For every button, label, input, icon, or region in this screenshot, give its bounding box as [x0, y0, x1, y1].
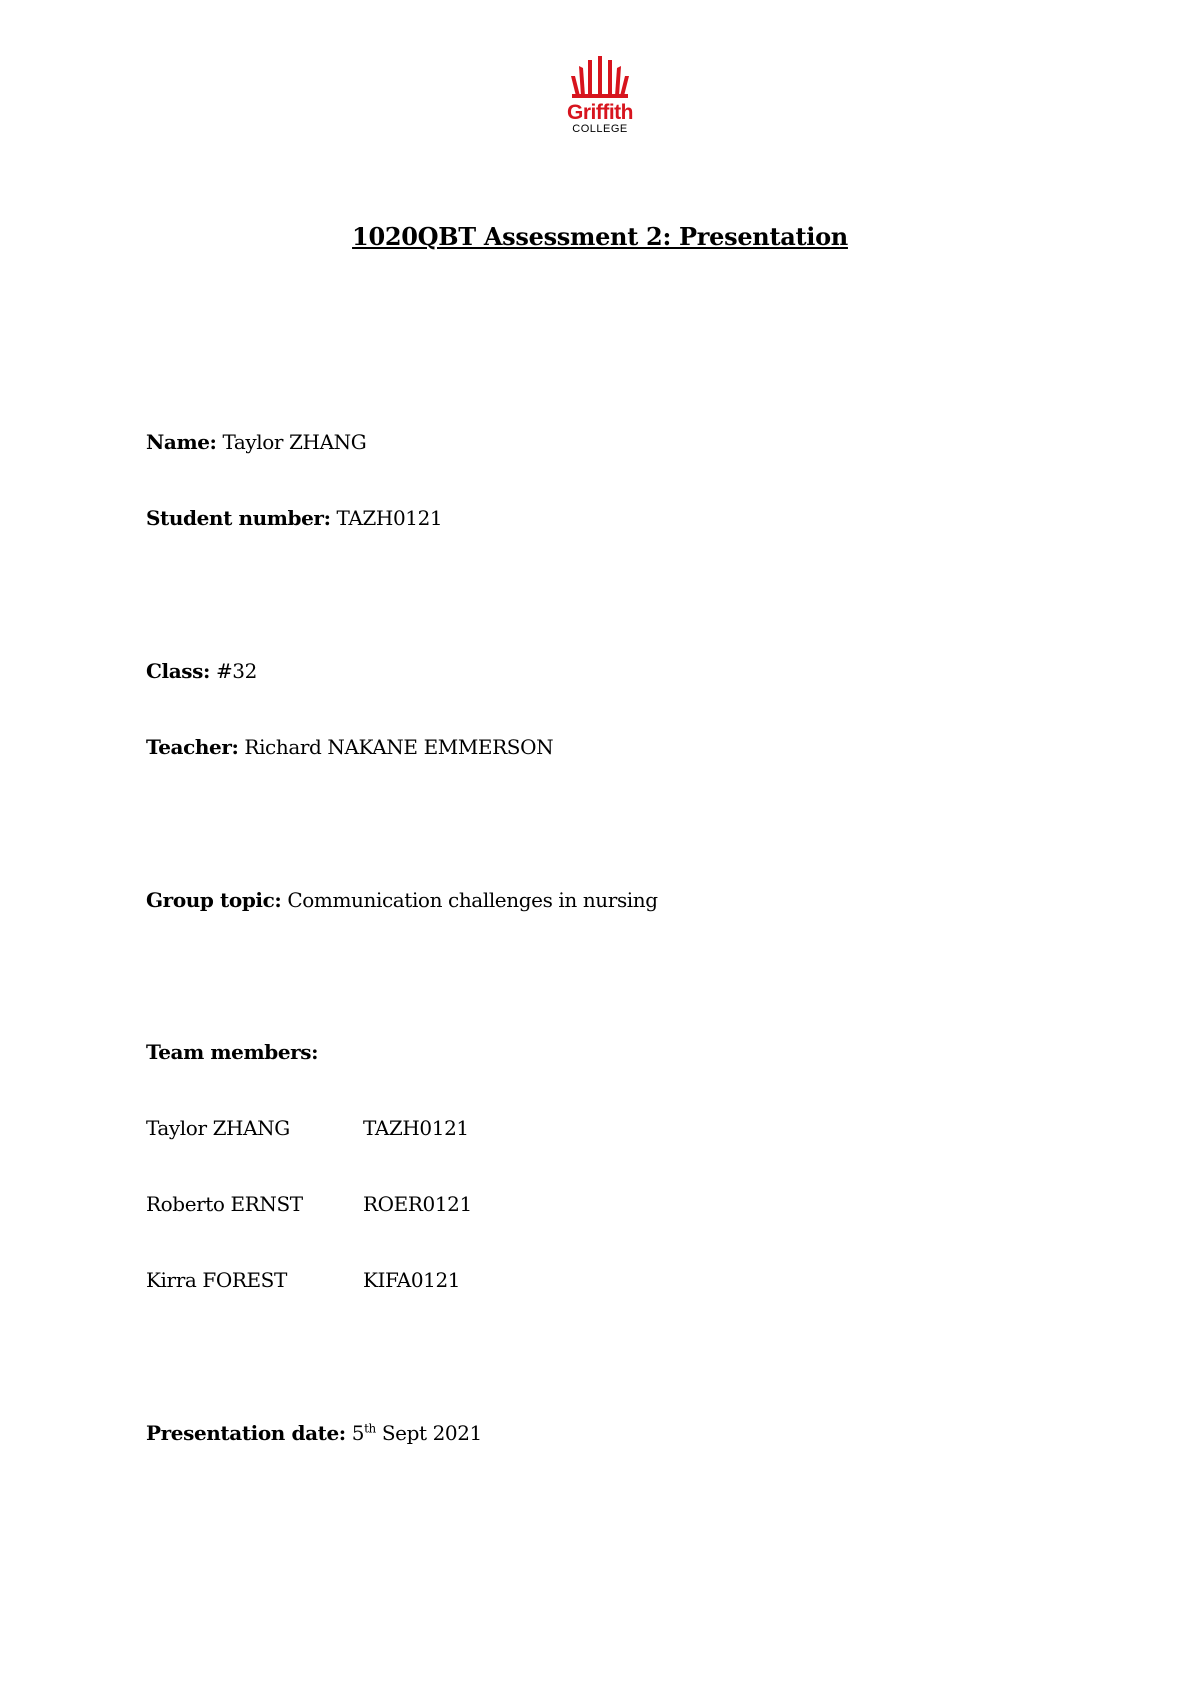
team-members-heading	[146, 1039, 318, 1065]
presentation-date-line	[146, 1420, 482, 1446]
student-number-value: TAZH0121	[336, 506, 443, 530]
class-value: #32	[215, 659, 257, 683]
teacher-line	[146, 734, 553, 760]
group-topic-line	[146, 887, 658, 913]
member-id: ROER0121	[363, 1192, 472, 1216]
member-id: KIFA0121	[363, 1268, 461, 1292]
group-topic-value: Communication challenges in nursing	[287, 888, 658, 912]
member-id: TAZH0121	[363, 1116, 469, 1140]
document-title: 1020QBT Assessment 2: Presentation	[352, 222, 848, 251]
presentation-date-label: Presentation date:	[146, 1421, 346, 1445]
member-name: Kirra FOREST	[146, 1268, 287, 1292]
member-name: Taylor ZHANG	[146, 1116, 290, 1140]
presentation-date-rest: Sept 2021	[381, 1421, 482, 1445]
logo-word: Griffith	[567, 101, 633, 124]
name-value: Taylor ZHANG	[222, 430, 367, 454]
teacher-value: Richard NAKANE EMMERSON	[244, 735, 554, 759]
presentation-date-day: 5	[351, 1421, 365, 1445]
presentation-date-suffix: th	[364, 1421, 376, 1436]
student-number-line	[146, 505, 442, 531]
griffith-college-logo	[560, 56, 650, 134]
class-line	[146, 658, 257, 684]
member-name: Roberto ERNST	[146, 1192, 303, 1216]
group-topic-label: Group topic:	[146, 888, 282, 912]
name-line	[146, 429, 366, 455]
student-number-label: Student number:	[146, 506, 331, 530]
team-members-label: Team members:	[146, 1040, 319, 1064]
class-label: Class:	[146, 659, 210, 683]
name-label: Name:	[146, 430, 217, 454]
logo-sub: COLLEGE	[572, 123, 628, 134]
teacher-label: Teacher:	[146, 735, 239, 759]
